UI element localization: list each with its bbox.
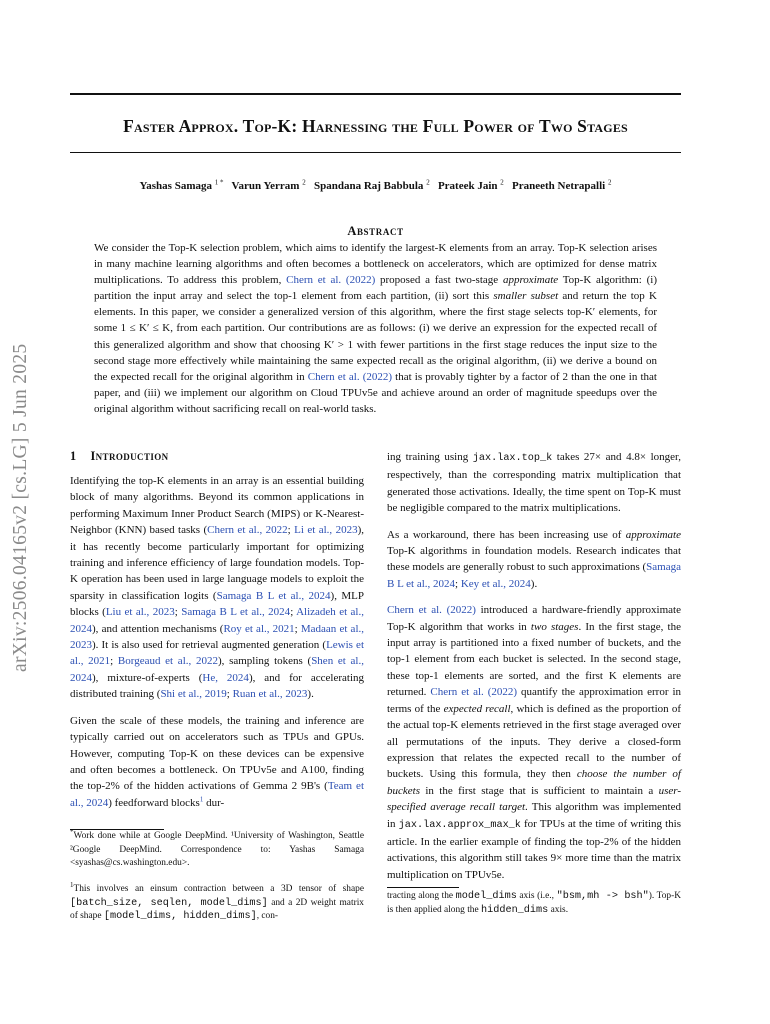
footnote-text: axis (i.e., [516, 891, 557, 901]
section-number: 1 [70, 449, 77, 463]
author-affil: 2 [607, 178, 612, 187]
paragraph [70, 473, 364, 703]
footnote-continuation [387, 890, 681, 917]
author-name: Spandana Raj Babbula [313, 180, 424, 192]
text: ). [530, 577, 538, 590]
citation-link[interactable]: Roy et al., 2021 [223, 622, 295, 635]
author-affil: 2 [302, 178, 306, 187]
abstract-text: that is provably tighter by a factor of 2 than the one in that paper, and (iii) we implement our algorithm on Cloud TPUv5e and achieve around an order of magnitude speedups over the original algorithm without sacrificing recall on real-world tasks. [94, 370, 657, 415]
citation-link[interactable]: Ruan et al., 2023 [232, 688, 308, 701]
text: ). [307, 688, 314, 701]
section-heading [70, 449, 169, 464]
text: dur- [203, 796, 225, 809]
citation-link[interactable]: Samaga B L et al., 2024 [181, 606, 291, 619]
citation-link[interactable]: Shen et al., 2024 [70, 655, 364, 684]
code-span: [batch_size, seqlen, model_dims] [70, 897, 268, 909]
author-name: Praneeth Netrapalli [512, 180, 606, 192]
text: ing training using [387, 451, 473, 463]
abstract-heading: Abstract [347, 224, 404, 238]
abstract-body [94, 240, 657, 417]
abstract-text: We consider the Top-K selection problem, which aims to identify the largest-K elements from an array. Top-K selection arises in many machine learning algorithms and often becomes a bottleneck on accelerators, which are optimized for dense matrix multiplications. To address this problem, [94, 242, 657, 287]
title-bottom-rule [70, 152, 681, 153]
author-affil: 2 [500, 178, 504, 187]
footnote-mark[interactable]: 1 [199, 795, 204, 804]
citation-link[interactable]: Alizadeh et al., 2024 [70, 606, 364, 635]
text: ; [226, 688, 233, 701]
text: ; [110, 655, 118, 668]
emphasis: approximate [625, 528, 681, 541]
text: ; [290, 606, 297, 619]
author-affil: 2 [426, 178, 430, 187]
arxiv-stamp: arXiv:2506.04165v2 [cs.LG] 5 Jun 2025 [10, 343, 31, 672]
citation-link[interactable]: Chern et al. (2022) [307, 370, 393, 383]
emphasis: user-specified average recall target [387, 784, 681, 814]
footnote-text: This involves an einsum contraction between a 3D tensor of shape [73, 884, 364, 894]
citation-link[interactable]: Borgeaud et al., 2022 [117, 655, 218, 668]
text: ) feedforward blocks [108, 796, 200, 809]
text: ), MLP blocks ( [70, 589, 364, 619]
text: ; [455, 577, 461, 590]
abstract-text: Top-K algorithm: (i) partition the input array and select the top-1 element from each partition, (ii) sort this [94, 274, 657, 303]
text: takes 27× and 4.8× longer, respectively, than the corresponding matrix multiplication that generated those activations. Ideally, the time spent on Top-K must be negligible compared to the matrix multiplications. [387, 451, 682, 515]
text: ). It is also used for retrieval augmented generation ( [92, 639, 327, 652]
text: for TPUs at the time of writing this article. In the earlier example of finding the top-2% of the hidden activations, this algorithm still takes 9× more time than the matrix multiplication on TPUv5e. [387, 817, 681, 881]
paragraph [387, 602, 681, 883]
abstract-text: proposed a fast two-stage [375, 274, 503, 287]
citation-link[interactable]: Chern et al. (2022) [430, 686, 518, 699]
text: introduced a hardware-friendly approximate Top-K algorithm that works in [387, 604, 681, 633]
footnote-text: Work done while at Google DeepMind. ¹University of Washington, Seattle ²Google DeepMind. Correspondence to: Yashas Samaga <syashas@cs.washington.edu>. [70, 831, 364, 869]
text: ; [287, 524, 295, 537]
emphasis: two stages [530, 620, 579, 633]
text: Identifying the top-K elements in an array is an essential building block of many algorithms. Beyond its common applications in performing Maximum Inner Product Search (MIPS) or K-Nearest-Neighbor (KNN) based tasks ( [70, 475, 364, 537]
citation-link[interactable]: Liu et al., 2023 [105, 606, 175, 619]
author-name: Varun Yerram [231, 180, 300, 192]
citation-link[interactable]: Samaga B L et al., 2024 [216, 589, 331, 602]
citation-link[interactable]: Lewis et al., 2021 [70, 639, 364, 668]
right-column [387, 449, 681, 893]
code-span: [model_dims, hidden_dims] [103, 911, 257, 923]
title-top-rule [70, 93, 681, 95]
citation-link[interactable]: Shi et al., 2019 [160, 688, 227, 701]
text: As a workaround, there has been increasing use of [387, 528, 626, 541]
citation-link[interactable]: He, 2024 [202, 671, 249, 684]
text: , which is defined as the proportion of the actual top-K elements retrieved in the first stage averaged over all permutations of the inputs. They derive a closed-form expression that relates the expected recall to the number of buckets. Using this formula, they then [387, 702, 681, 781]
citation-link[interactable]: Key et al., 2024 [460, 577, 531, 590]
footnote-text: tracting along the [387, 891, 456, 901]
footnote-mark: 1 [70, 880, 74, 889]
section-title: Introduction [90, 449, 169, 463]
text: Given the scale of these models, the training and inference are typically carried out on accelerators such as TPUs and GPUs. However, computing Top-K on these devices can be expensive and often becomes a bottleneck. On TPUv5e and A100, finding the top-2% of the hidden activations of Gemma 2 9B's ( [70, 714, 364, 793]
left-column [70, 473, 364, 821]
abstract-text: and return the top K elements. In this paper, we consider a generalized version of this algorithm, where the first stage selects top-K′ elements, for some 1 ≤ K′ ≤ K, from each partition. Our contributions are as follows: (i) we derive an expression for the expected recall of this generalized algorithm and show that choosing K′ > 1 with fewer partitions in the first stage reduces the input size to the second stage more effectively while maintaining the same expected recall as the original algorithm, (ii) we derive a bound on the expected recall for the original algorithm in [94, 290, 657, 383]
author-name: Prateek Jain [437, 180, 498, 192]
paragraph [70, 713, 364, 811]
abstract-emph: approximate [502, 274, 559, 287]
code-span: "bsm,mh -> bsh" [556, 891, 649, 902]
text: . In the first stage, the input array is partitioned into a fixed number of buckets, and the top-1 element from each bucket is selected. In the second stage, these top-1 elements are sorted, and the first K elements are returned. [387, 620, 681, 699]
emphasis: expected recall [443, 702, 511, 715]
text: ), sampling tokens ( [217, 655, 312, 668]
code-span: jax.lax.top_k [472, 453, 553, 464]
abstract-emph: smaller subset [493, 290, 559, 303]
affiliation-footnote: *Work done while at Google DeepMind. ¹University of Washington, Seattle ²Google DeepMind. Correspondence to: Yashas Samaga <syashas@cs.washington.edu>. [70, 827, 364, 869]
paper-title: Faster Approx. Top-K: Harnessing the Full Power of Two Stages [123, 116, 628, 136]
paragraph [387, 449, 681, 517]
author-affil: 1 * [214, 178, 224, 187]
code-span: model_dims [455, 891, 517, 902]
text: quantify the approximation error in terms of the [387, 686, 681, 715]
citation-link[interactable]: Madaan et al., 2023 [70, 622, 364, 652]
footnote-text: , con- [256, 911, 279, 922]
code-span: hidden_dims [481, 904, 549, 916]
emphasis: choose the number of buckets [387, 768, 681, 797]
text: ; [294, 622, 301, 635]
footnote-text: and a 2D weight matrix of shape [70, 897, 364, 922]
footnote-text: ). Top-K is then applied along the [387, 891, 681, 915]
citation-link[interactable]: Samaga B L et al., 2024 [387, 561, 681, 590]
paragraph [387, 527, 681, 593]
citation-link[interactable]: Li et al., 2023 [294, 524, 358, 537]
footnote [70, 880, 364, 924]
citation-link[interactable]: Chern et al. (2022) [387, 604, 476, 617]
text: ), and attention mechanisms ( [92, 622, 224, 635]
text: ), and for accelerating distributed training ( [70, 671, 364, 701]
text: ; [174, 606, 182, 619]
text: Top-K algorithms in foundation models. Research indicates that these models are generally robust to such approximations ( [387, 545, 681, 574]
citation-link[interactable]: Chern et al., 2022 [207, 524, 288, 537]
footnote-rule [387, 887, 459, 888]
author-list [70, 180, 681, 192]
citation-link[interactable]: Chern et al. (2022) [286, 274, 376, 287]
text: ), it has recently become particularly important for optimizing training and inference efficiency of large foundation models. Top-K operation has been used in large language models to exploit the sparsity in classification logits ( [70, 524, 365, 602]
code-span: jax.lax.approx_max_k [398, 819, 521, 831]
footnote-text: axis. [548, 904, 569, 915]
text: ), mixture-of-experts ( [92, 671, 203, 684]
citation-link[interactable]: Team et al., 2024 [70, 780, 364, 809]
text: in the first stage that is sufficient to maintain a [419, 784, 659, 797]
author-name: Yashas Samaga [139, 180, 212, 192]
text: . This algorithm was implemented in [387, 801, 681, 830]
